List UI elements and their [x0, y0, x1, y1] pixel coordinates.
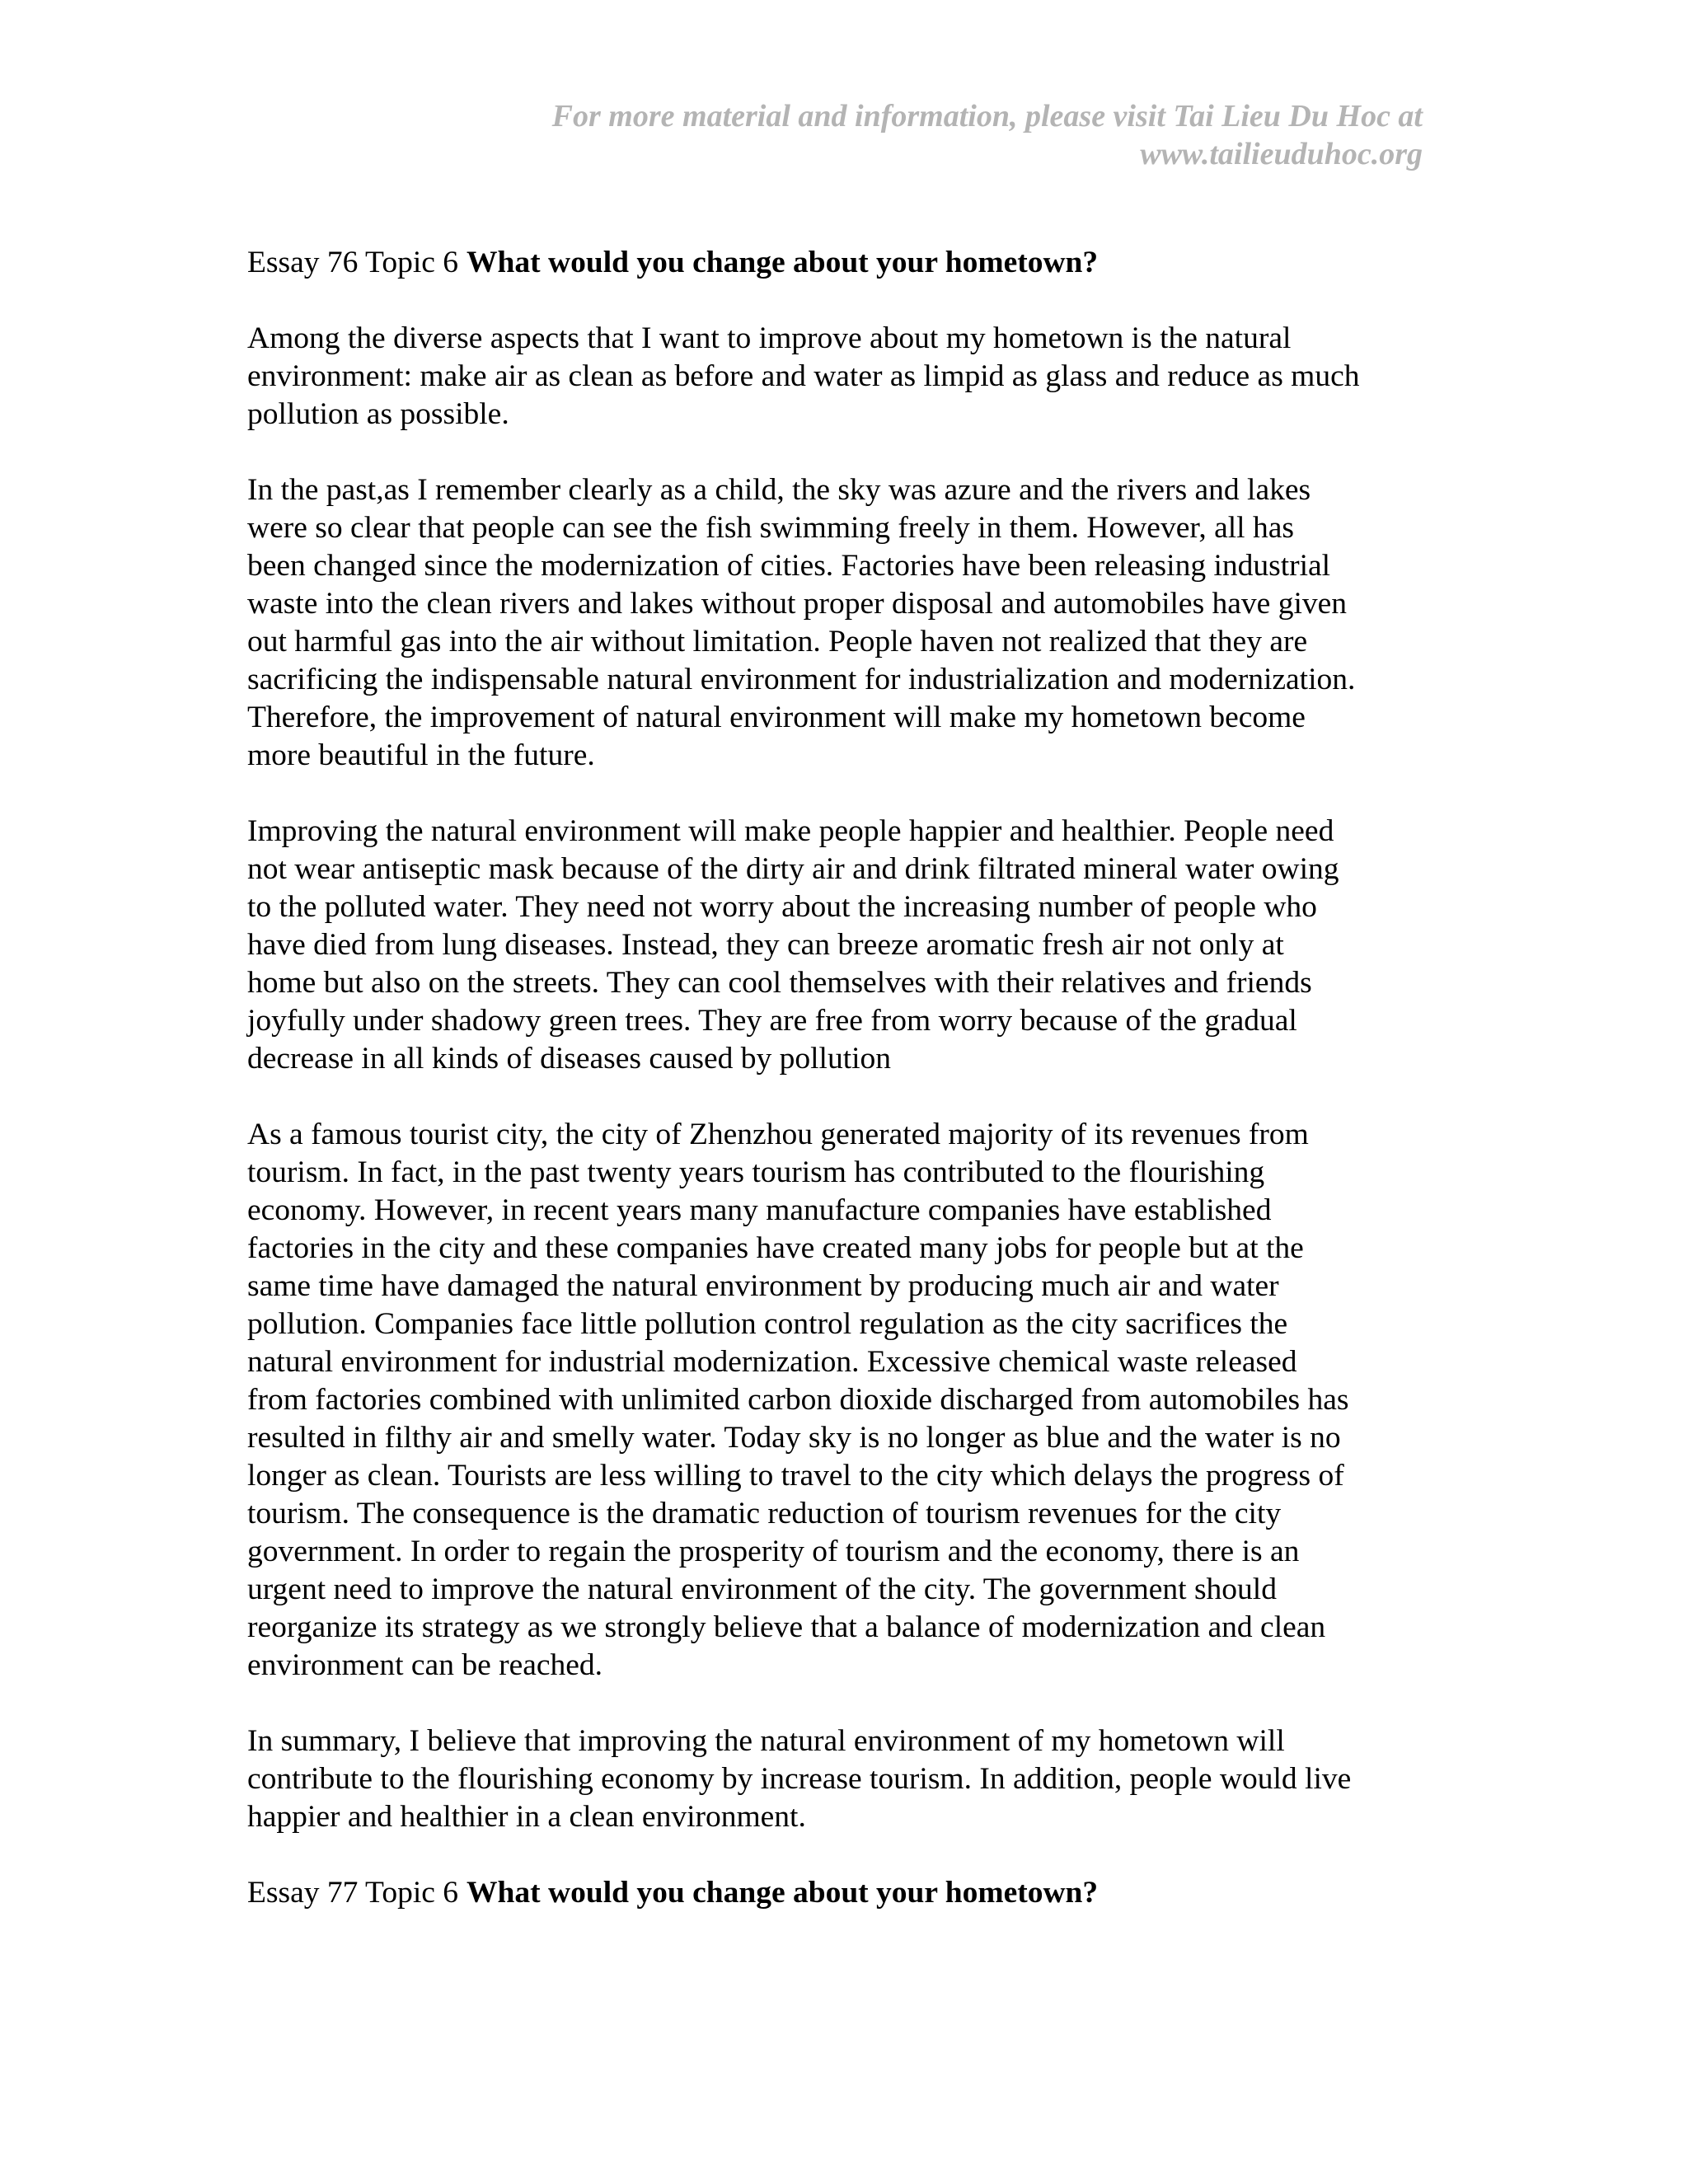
text-line: contribute to the flourishing economy by increase tourism. In addition, people would live	[247, 1762, 1352, 1796]
text-line: tourism. The consequence is the dramatic reduction of tourism revenues for the city	[247, 1497, 1282, 1530]
text-line: waste into the clean rivers and lakes without proper disposal and automobiles have given	[247, 587, 1348, 621]
essay-76-question: What would you change about your hometown?	[467, 246, 1099, 279]
text-line: Among the diverse aspects that I want to improve about my hometown is the natural	[247, 321, 1292, 355]
text-line: environment: make air as clean as before and water as limpid as glass and reduce as much	[247, 359, 1360, 393]
text-line: home but also on the streets. They can cool themselves with their relatives and friends	[247, 966, 1312, 1000]
text-line: same time have damaged the natural environment by producing much air and water	[247, 1269, 1279, 1303]
watermark-header	[462, 97, 1423, 173]
essay-76-label: Essay 76 Topic 6	[247, 246, 459, 279]
essay-77-heading	[247, 1874, 1451, 1912]
watermark-line-1: For more material and information, please visit Tai Lieu Du Hoc at	[551, 99, 1423, 134]
text-line: resulted in filthy air and smelly water. Today sky is no longer as blue and the water is no	[247, 1421, 1341, 1455]
text-line: Improving the natural environment will make people happier and healthier. People need	[247, 814, 1334, 848]
text-line: sacrificing the indispensable natural environment for industrialization and modernization.	[247, 663, 1356, 696]
text-line: been changed since the modernization of cities. Factories have been releasing industrial	[247, 549, 1331, 583]
paragraph-intro	[247, 320, 1451, 434]
text-line: decrease in all kinds of diseases caused by pollution	[247, 1042, 892, 1076]
text-line: As a famous tourist city, the city of Zhenzhou generated majority of its revenues from	[247, 1118, 1309, 1151]
text-line: out harmful gas into the air without limitation. People haven not realized that they are	[247, 625, 1308, 658]
text-line: urgent need to improve the natural environment of the city. The government should	[247, 1572, 1277, 1606]
text-line: In the past,as I remember clearly as a child, the sky was azure and the rivers and lakes	[247, 473, 1311, 507]
essay-77-label: Essay 77 Topic 6	[247, 1876, 459, 1910]
text-line: natural environment for industrial modernization. Excessive chemical waste released	[247, 1345, 1297, 1379]
text-line: In summary, I believe that improving the natural environment of my hometown will	[247, 1724, 1285, 1758]
text-line: from factories combined with unlimited carbon dioxide discharged from automobiles has	[247, 1383, 1349, 1417]
text-line: longer as clean. Tourists are less willing to travel to the city which delays the progress of	[247, 1459, 1344, 1493]
paragraph-past	[247, 471, 1451, 775]
text-line: more beautiful in the future.	[247, 738, 595, 772]
essay-77-question: What would you change about your hometown?	[467, 1876, 1099, 1910]
text-line: government. In order to regain the prosperity of tourism and the economy, there is an	[247, 1535, 1300, 1568]
watermark-line-2: www.tailieuduhoc.org	[1140, 137, 1423, 171]
essay-76-heading	[247, 244, 1451, 282]
text-line: were so clear that people can see the fish swimming freely in them. However, all has	[247, 511, 1294, 545]
paragraph-tourism	[247, 1116, 1451, 1685]
paragraph-health	[247, 813, 1451, 1078]
paragraph-summary	[247, 1722, 1451, 1836]
essay-content	[247, 244, 1451, 1912]
text-line: have died from lung diseases. Instead, they can breeze aromatic fresh air not only at	[247, 928, 1284, 962]
text-line: factories in the city and these companies have created many jobs for people but at the	[247, 1231, 1304, 1265]
text-line: Therefore, the improvement of natural environment will make my hometown become	[247, 701, 1306, 734]
text-line: economy. However, in recent years many manufacture companies have established	[247, 1193, 1272, 1227]
text-line: tourism. In fact, in the past twenty years tourism has contributed to the flourishing	[247, 1155, 1265, 1189]
text-line: reorganize its strategy as we strongly believe that a balance of modernization and clean	[247, 1610, 1326, 1644]
text-line: to the polluted water. They need not worry about the increasing number of people who	[247, 890, 1317, 924]
text-line: pollution. Companies face little pollution control regulation as the city sacrifices the	[247, 1307, 1288, 1341]
text-line: pollution as possible.	[247, 397, 509, 431]
text-line: joyfully under shadowy green trees. They are free from worry because of the gradual	[247, 1004, 1297, 1038]
text-line: environment can be reached.	[247, 1648, 603, 1682]
text-line: not wear antiseptic mask because of the dirty air and drink filtrated mineral water owing	[247, 852, 1339, 886]
text-line: happier and healthier in a clean environment.	[247, 1800, 806, 1834]
